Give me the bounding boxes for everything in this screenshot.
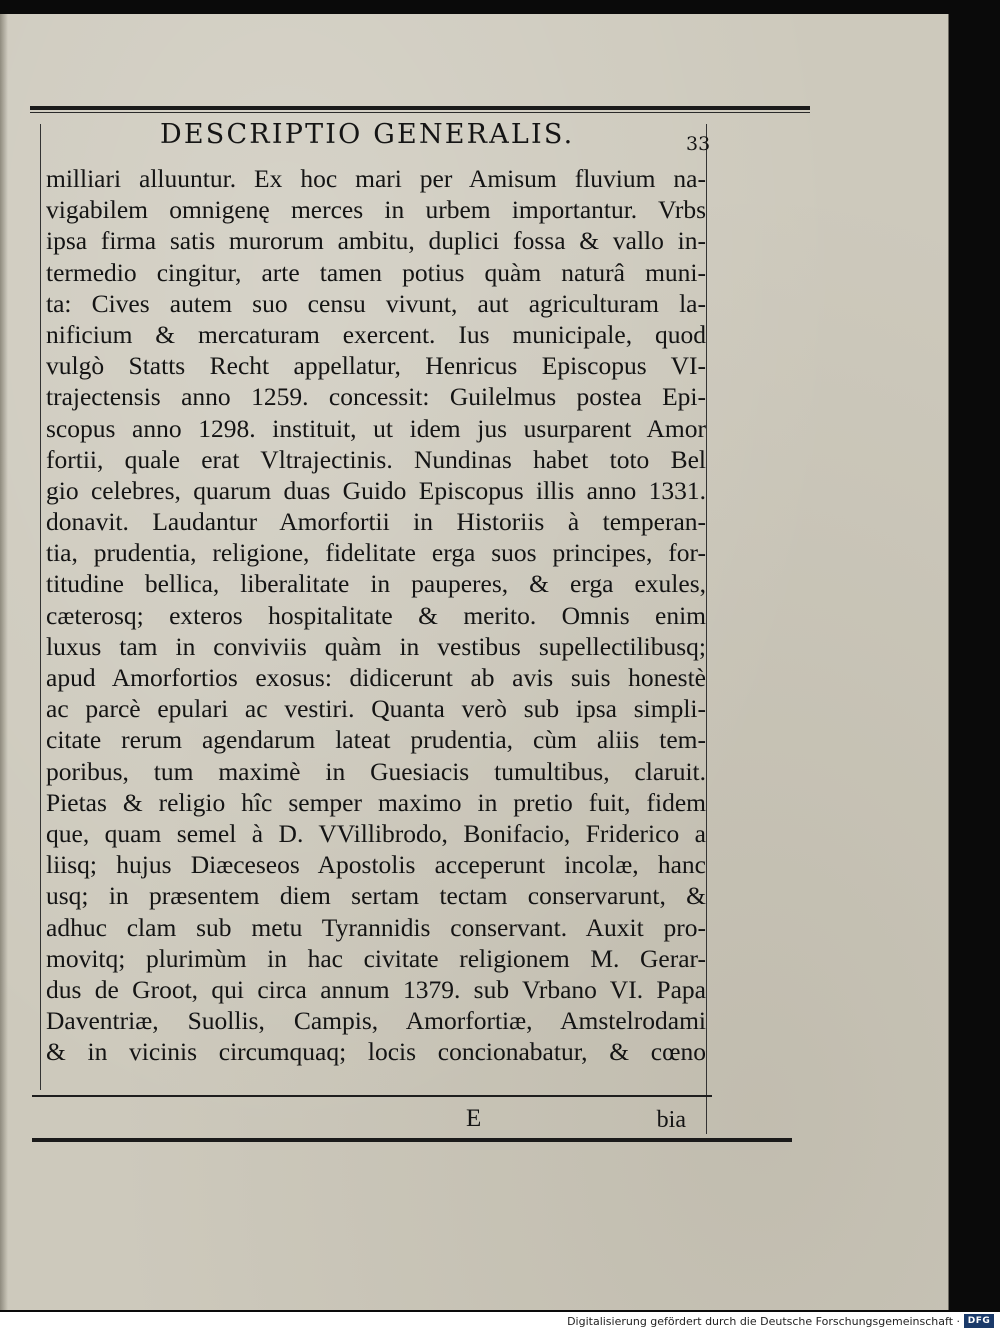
page-number: 33 [686,133,711,155]
text-line: cæterosq; exteros hospitalitate & merito. Omnis enim [46,600,706,630]
catchword: bia [656,1107,686,1133]
text-line: termedio cingitur, arte tamen potius quàm naturâ muni- [46,257,706,287]
bottom-rule-thick [32,1138,792,1142]
running-title: DESCRIPTIO GENERALIS. [160,119,575,150]
text-line: ipsa firma satis murorum ambitu, duplici fossa & vallo in- [46,226,706,256]
text-line: vigabilem omnigenę merces in urbem importantur. Vrbs [46,195,706,225]
funding-credit: Digitalisierung gefördert durch die Deutsche Forschungsgemeinschaft · [567,1315,960,1328]
text-line: dus de Groot, qui circa annum 1379. sub Vrbano VI. Papa [46,974,706,1004]
text-line: adhuc clam sub metu Tyrannidis conservant. Auxit pro- [46,912,706,942]
text-line: poribus, tum maximè in Guesiacis tumultibus, claruit. [46,756,706,786]
text-line: usq; in præsentem diem sertam tectam conservarunt, & [46,881,706,911]
text-line: scopus anno 1298. instituit, ut idem jus usurparent Amor [46,413,706,443]
text-frame-right [706,124,707,1134]
text-line: apud Amorfortios exosus: didicerunt ab avis suis honestè [46,663,706,692]
text-line: fortii, quale erat Vltrajectinis. Nundinas habet toto Bel [46,444,706,474]
text-line: tia, prudentia, religione, fidelitate erga suos principes, for- [46,538,706,568]
bottom-rule [32,1095,712,1097]
text-line: ta: Cives autem suo censu vivunt, aut agriculturam la- [46,288,706,318]
text-line: citate rerum agendarum lateat prudentia, cùm aliis tem- [46,725,706,755]
text-line: nificium & mercaturam exercent. Ius municipale, quod [46,319,706,349]
text-line: donavit. Laudantur Amorfortii in Historiis à temperan- [46,507,706,537]
text-line: liisq; hujus Diæceseos Apostolis acceperunt incolæ, hanc [46,850,706,880]
text-line: trajectensis anno 1259. concessit: Guilelmus postea Epi- [46,382,706,412]
text-line: & in vicinis circumquaq; locis concionabatur, & cœno [46,1037,706,1067]
text-line: titudine bellica, liberalitate in pauperes, & erga exules, [46,569,706,599]
page-header [60,119,711,159]
text-line: ac parcè epulari ac vestiri. Quanta verò sub ipsa simpli- [46,694,706,724]
text-frame-left [40,124,41,1090]
text-line: que, quam semel à D. VVillibrodo, Bonifacio, Friderico a [46,818,706,848]
signature-line [46,1105,686,1135]
body-text [46,163,706,1067]
text-line: Pietas & religio hîc semper maximo in pretio fuit, fidem [46,787,706,817]
digitization-footer [0,1312,1000,1332]
page-edge-shadow [0,14,8,1310]
top-rule-thin [30,112,810,113]
text-line: vulgò Statts Recht appellatur, Henricus Episcopus VI- [46,351,706,381]
dfg-logo: DFG [964,1314,994,1328]
top-rule [30,106,810,110]
text-line: Daventriæ, Suollis, Campis, Amorfortiæ, Amstelrodami [46,1006,706,1036]
text-line: luxus tam in conviviis quàm in vestibus supellectilibusq; [46,631,706,661]
signature-mark: E [466,1105,482,1132]
text-line: movitq; plurimùm in hac civitate religionem M. Gerar- [46,943,706,973]
text-line: gio celebres, quarum duas Guido Episcopus illis anno 1331. [46,475,706,505]
text-line: milliari alluuntur. Ex hoc mari per Amisum fluvium na- [46,164,706,193]
